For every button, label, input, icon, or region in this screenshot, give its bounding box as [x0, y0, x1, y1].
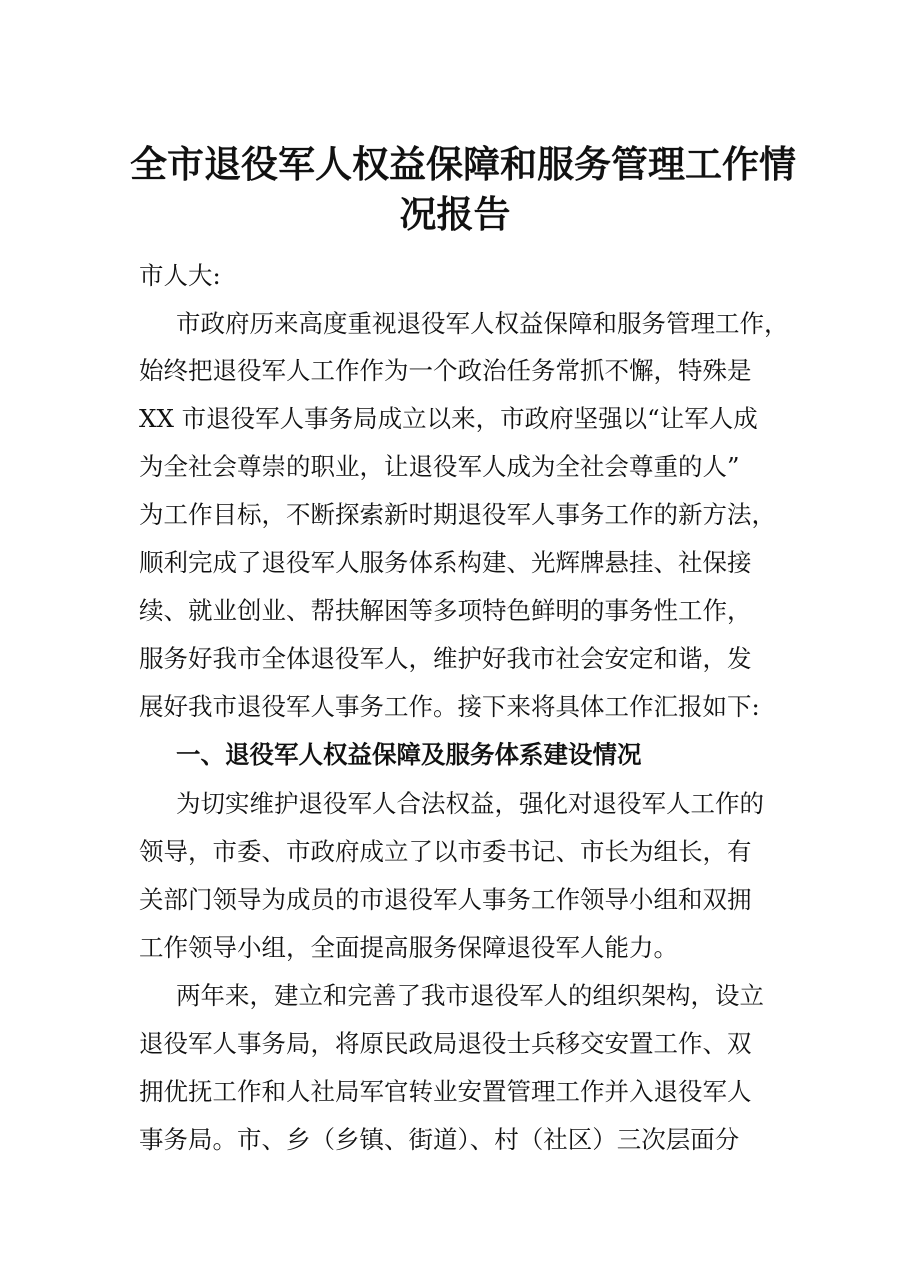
document-title-line-1: 全市退役军人权益保障和服务管理工作情 — [130, 142, 796, 186]
paragraph-1-line: 顺利完成了退役军人服务体系构建、光辉牌悬挂、社保接 — [139, 548, 752, 577]
paragraph-1-line: XX 市退役军人事务局成立以来，市政府坚强以“让军人成 — [139, 404, 758, 433]
paragraph-1-line: 展好我市退役军人事务工作。接下来将具体工作汇报如下: — [139, 692, 760, 721]
document-title-line-2: 况报告 — [399, 192, 511, 236]
paragraph-1-line: 服务好我市全体退役军人，维护好我市社会安定和谐，发 — [139, 644, 752, 673]
paragraph-1-line: 续、就业创业、帮扶解困等多项特色鲜明的事务性工作， — [139, 596, 752, 625]
salutation: 市人大: — [139, 261, 221, 290]
paragraph-3-line: 退役军人事务局，将原民政局退役士兵移交安置工作、双 — [139, 1029, 752, 1058]
section-1-heading: 一、退役军人权益保障及服务体系建设情况 — [176, 740, 642, 769]
paragraph-2-line: 领导，市委、市政府成立了以市委书记、市长为组长，有 — [139, 837, 752, 866]
paragraph-3-line: 拥优抚工作和人社局军官转业安置管理工作并入退役军人 — [139, 1077, 752, 1106]
paragraph-1-line: 为全社会尊崇的职业，让退役军人成为全社会尊重的人” — [139, 452, 740, 481]
paragraph-2-line: 为切实维护退役军人合法权益，强化对退役军人工作的 — [176, 789, 764, 818]
paragraph-2-line: 关部门领导为成员的市退役军人事务工作领导小组和双拥 — [139, 885, 752, 914]
paragraph-1-line: 始终把退役军人工作作为一个政治任务常抓不懈，特殊是 — [139, 356, 752, 385]
paragraph-2-line: 工作领导小组，全面提高服务保障退役军人能力。 — [139, 933, 678, 962]
paragraph-3-line: 事务局。市、乡（乡镇、街道）、村（社区）三次层面分 — [139, 1125, 740, 1154]
paragraph-1-line: 为工作目标，不断探索新时期退役军人事务工作的新方法， — [139, 500, 776, 529]
paragraph-1-line: 市政府历来高度重视退役军人权益保障和服务管理工作， — [176, 309, 789, 338]
paragraph-3-line: 两年来，建立和完善了我市退役军人的组织架构，设立 — [176, 981, 764, 1010]
